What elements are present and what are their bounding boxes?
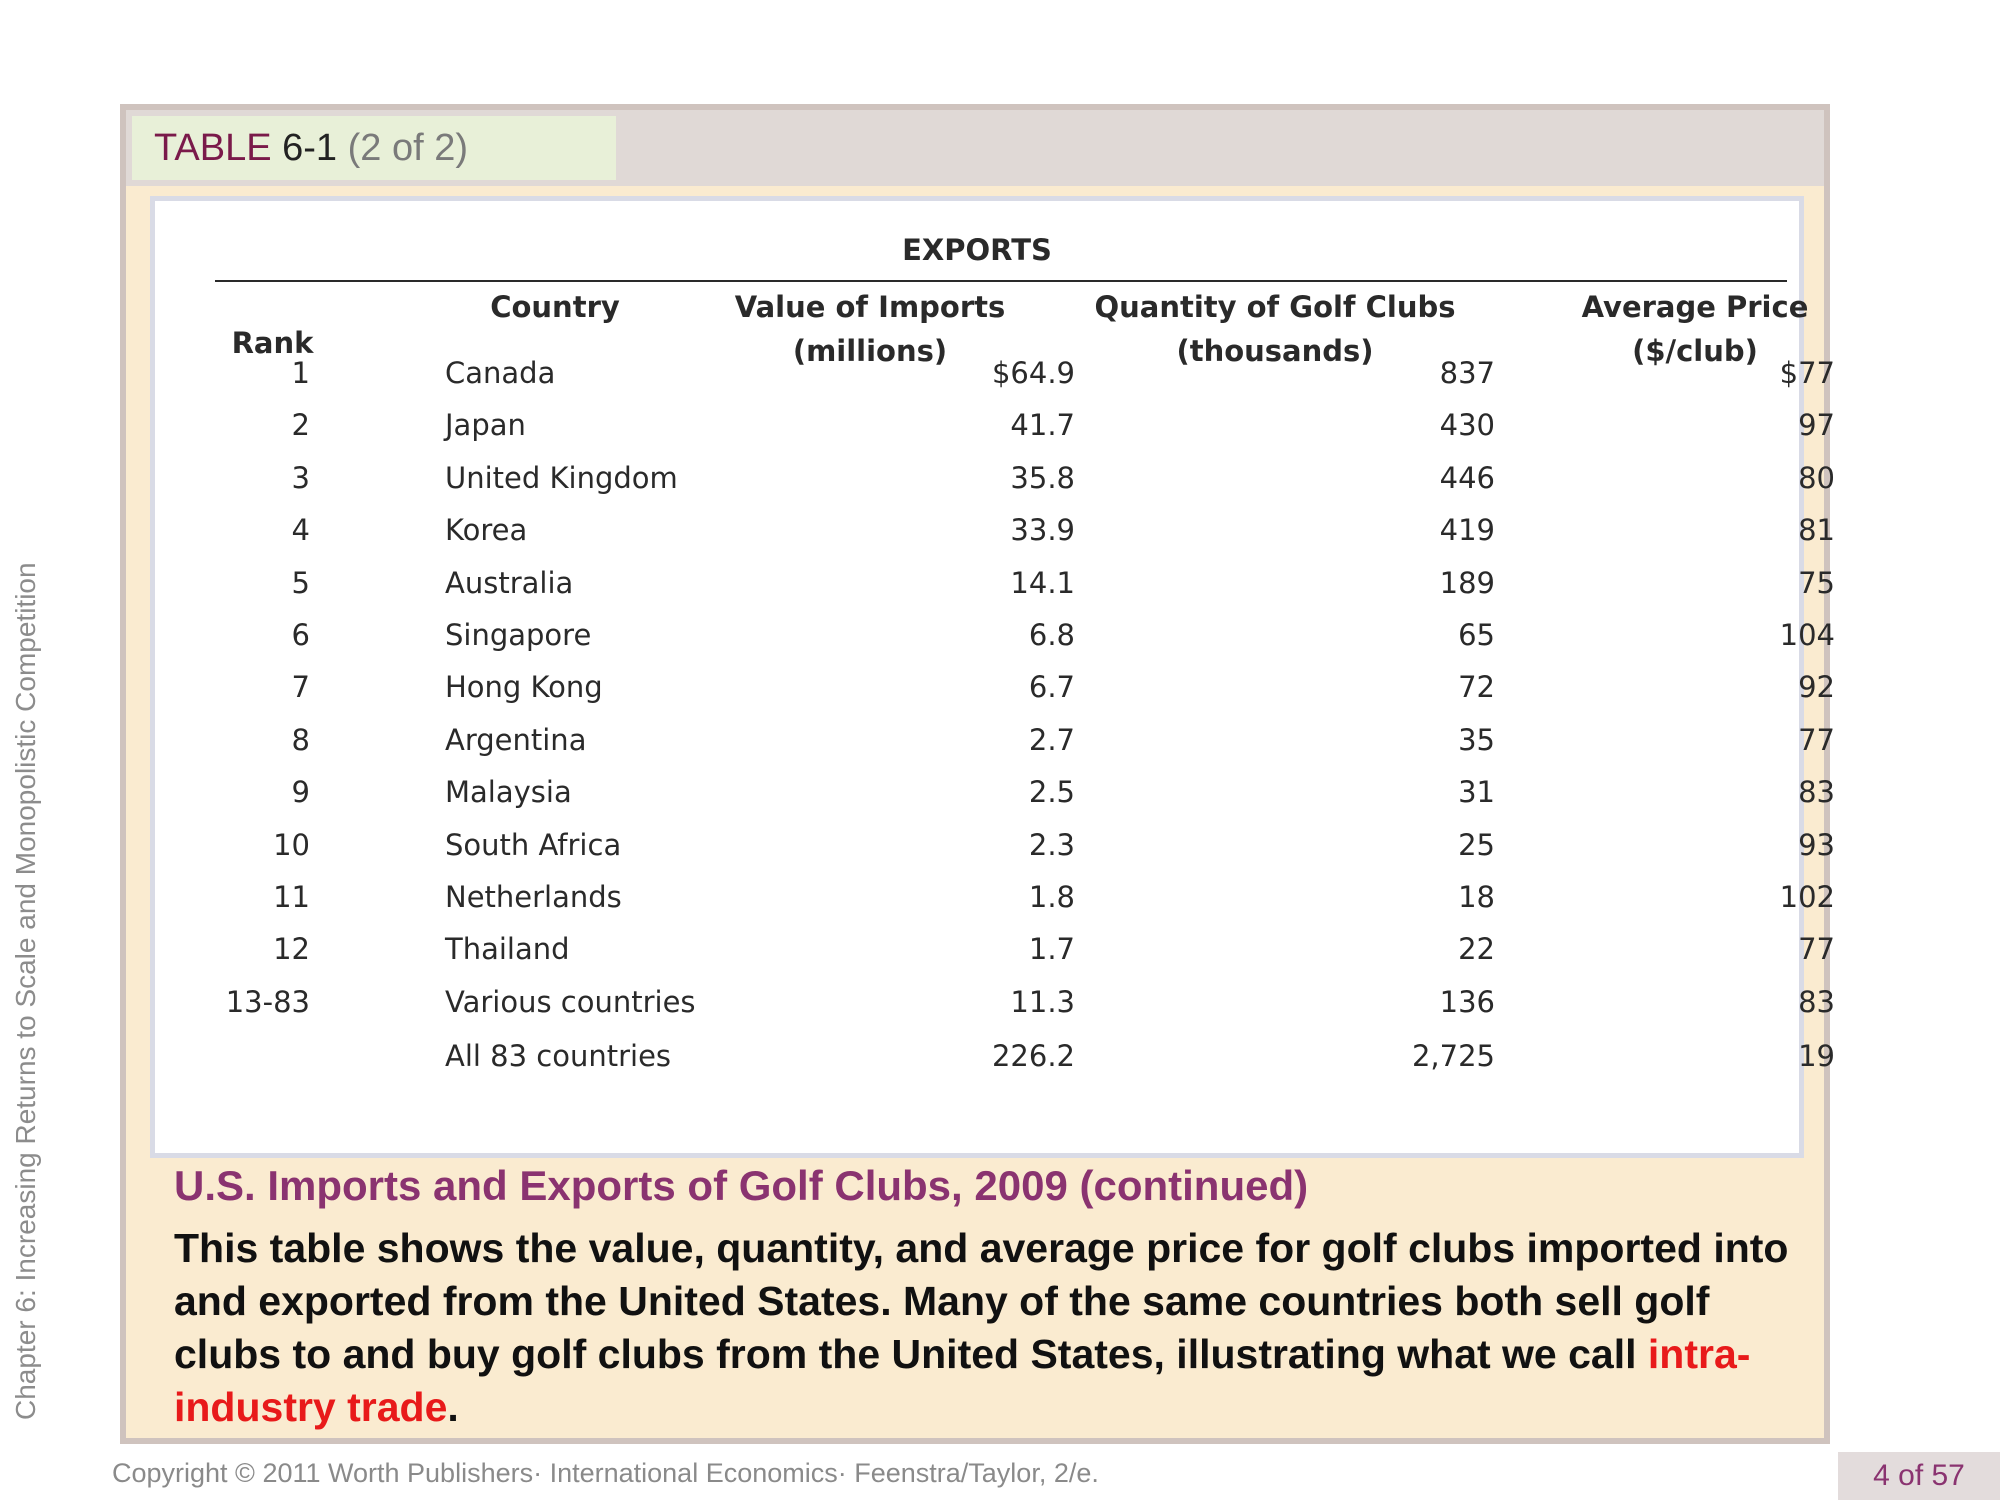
table-title-number: 6-1 [282, 127, 338, 169]
table-title [132, 116, 616, 180]
country-cell: United Kingdom [445, 460, 678, 495]
country-cell: Argentina [445, 722, 587, 757]
copyright-footer: Copyright © 2011 Worth Publishers· International Economics· Feenstra/Taylor, 2/e. [112, 1458, 1099, 1488]
section-heading: EXPORTS [902, 233, 1052, 267]
country-cell: Korea [445, 513, 528, 548]
rank-cell: 9 [291, 775, 310, 810]
table-row [155, 609, 1835, 661]
header-value-line2: (millions) [792, 334, 948, 368]
price-cell: $77 [1779, 356, 1835, 390]
caption-highlight: intra-industry trade [174, 1331, 1751, 1430]
price-cell: 81 [1798, 513, 1835, 548]
header-country: Country [490, 290, 620, 324]
table-row [155, 557, 1835, 609]
price-cell: 75 [1798, 565, 1835, 600]
table-row [155, 976, 1835, 1028]
price-cell: 83 [1798, 775, 1835, 810]
quantity-cell: 419 [1439, 513, 1495, 548]
price-cell: 92 [1798, 670, 1835, 705]
caption-body [174, 1222, 1814, 1434]
price-cell: 77 [1798, 722, 1835, 757]
data-table [150, 196, 1835, 1158]
country-cell: Thailand [445, 932, 570, 967]
table-row [155, 819, 1835, 871]
value-cell: 2.5 [1028, 775, 1075, 810]
price-cell: 80 [1798, 460, 1835, 495]
price-cell: 83 [1798, 984, 1835, 1019]
quantity-cell: 25 [1458, 827, 1495, 862]
table-row [155, 504, 1835, 556]
header-value-line1: Value of Imports [734, 290, 1006, 324]
country-cell: South Africa [445, 827, 622, 862]
table-row [155, 766, 1835, 818]
country-cell: Netherlands [445, 880, 622, 914]
table-title-word: TABLE [154, 127, 272, 169]
price-cell: 93 [1798, 827, 1835, 862]
rank-cell: 4 [291, 513, 310, 548]
value-cell: 6.7 [1028, 670, 1075, 705]
quantity-cell: 22 [1458, 932, 1495, 967]
value-cell: 33.9 [1010, 513, 1075, 548]
table-row [155, 1030, 1835, 1082]
quantity-cell: 136 [1439, 984, 1495, 1019]
quantity-cell: 189 [1439, 565, 1495, 600]
quantity-cell: 837 [1439, 356, 1495, 390]
value-cell: 41.7 [1010, 408, 1075, 443]
rank-cell: 7 [291, 670, 310, 705]
rank-cell: 1 [291, 356, 310, 390]
table-title-part: (2 of 2) [347, 127, 468, 169]
value-cell: 14.1 [1010, 565, 1075, 600]
table-row [155, 661, 1835, 713]
quantity-cell: 2,725 [1411, 1039, 1495, 1074]
value-cell: 1.8 [1028, 880, 1075, 914]
header-quantity-line1: Quantity of Golf Clubs [1094, 290, 1456, 324]
header-rank: Rank [231, 326, 314, 360]
table-row [155, 714, 1835, 766]
rank-cell: 2 [291, 408, 310, 443]
quantity-cell: 446 [1439, 460, 1495, 495]
country-cell: Various countries [445, 984, 696, 1019]
value-cell: 6.8 [1028, 618, 1075, 652]
country-cell: Singapore [445, 618, 592, 652]
value-cell: 35.8 [1010, 460, 1075, 495]
table-row [155, 871, 1835, 923]
header-price-line2: ($/club) [1632, 334, 1758, 368]
caption-end: . [447, 1384, 459, 1430]
value-cell: 2.7 [1028, 722, 1075, 757]
value-cell: $64.9 [991, 356, 1075, 390]
value-cell: 2.3 [1028, 827, 1075, 862]
price-cell: 97 [1798, 408, 1835, 443]
header-price-line1: Average Price [1581, 290, 1809, 324]
quantity-cell: 72 [1458, 670, 1495, 705]
quantity-cell: 35 [1458, 722, 1495, 757]
country-cell: Malaysia [445, 775, 572, 810]
quantity-cell: 430 [1439, 408, 1495, 443]
country-cell: Canada [445, 356, 556, 390]
quantity-cell: 18 [1458, 880, 1495, 914]
value-cell: 1.7 [1028, 932, 1075, 967]
value-cell: 11.3 [1010, 984, 1075, 1019]
price-cell: 104 [1779, 618, 1835, 652]
quantity-cell: 31 [1458, 775, 1495, 810]
slide-frame [120, 104, 1835, 1444]
country-cell: Hong Kong [445, 670, 603, 705]
price-cell: 102 [1779, 880, 1835, 914]
table-row [155, 399, 1835, 451]
chapter-side-caption: Chapter 6: Increasing Returns to Scale and Monopolistic Competition [10, 562, 41, 1420]
rank-cell: 13-83 [225, 984, 310, 1019]
value-cell: 226.2 [991, 1039, 1075, 1074]
quantity-cell: 65 [1458, 618, 1495, 652]
rank-cell: 5 [291, 565, 310, 600]
table-row [155, 923, 1835, 975]
page-number: 4 of 57 [1838, 1452, 2000, 1500]
rank-cell: 6 [291, 618, 310, 652]
caption-title: U.S. Imports and Exports of Golf Clubs, 2009 (continued) [174, 1162, 1309, 1209]
table-row [155, 452, 1835, 504]
table-row [155, 347, 1835, 399]
rank-cell: 3 [291, 460, 310, 495]
rank-cell: 8 [291, 722, 310, 757]
rank-cell: 11 [273, 880, 310, 914]
title-bar [126, 110, 1824, 186]
header-quantity-line2: (thousands) [1176, 334, 1374, 368]
country-cell: Japan [445, 408, 526, 443]
rank-cell: 10 [273, 827, 310, 862]
country-cell: Australia [445, 565, 574, 600]
country-cell: All 83 countries [445, 1039, 672, 1074]
heading-rule [215, 280, 1787, 282]
rank-cell: 12 [273, 932, 310, 967]
price-cell: 77 [1798, 932, 1835, 967]
caption-body-text: This table shows the value, quantity, and average price for golf clubs imported into and exported from the United States. Many of the same countries both sell golf clubs to and buy golf clubs from the United States, illustrating what we call [174, 1225, 1789, 1377]
price-cell: 19 [1798, 1039, 1835, 1074]
